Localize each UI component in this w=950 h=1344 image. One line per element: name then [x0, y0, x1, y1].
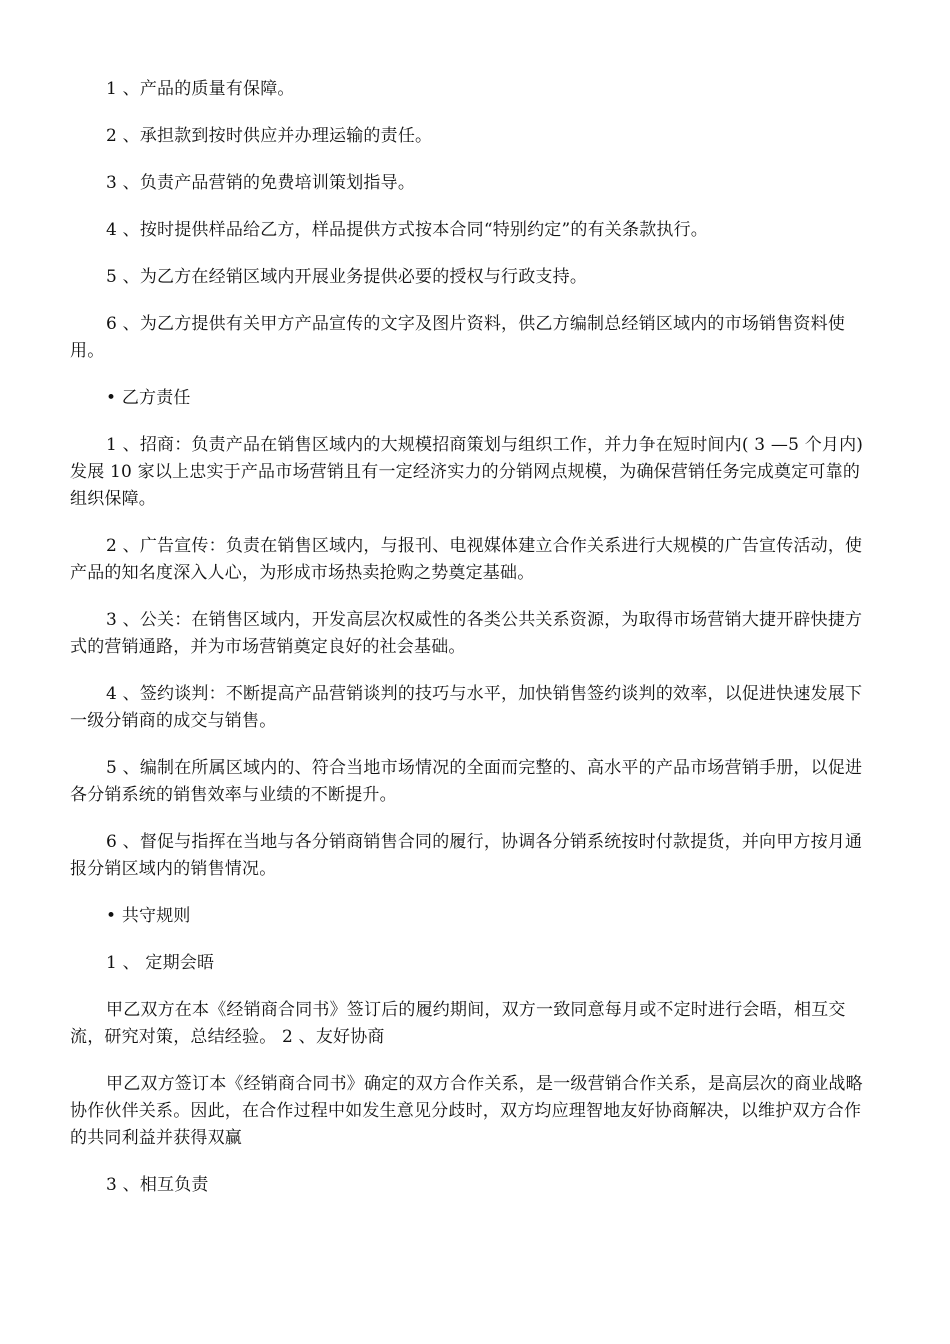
section-heading-party-b: • 乙方责任: [106, 388, 191, 408]
paragraph-party-a-duty-6: 6 、为乙方提供有关甲方产品宣传的文字及图片资料，供乙方编制总经销区域内的市场销售资料使用。: [70, 314, 846, 361]
paragraph-party-a-duty-3: 3 、负责产品营销的免费培训策划指导。: [106, 173, 416, 193]
paragraph-party-b-duty-6: 6 、督促与指挥在当地与各分销商销售合同的履行，协调各分销系统按时付款提货，并向甲方按月通报分销区域内的销售情况。: [70, 832, 863, 879]
paragraph-rule-1-title: 1 、 定期会晤: [106, 953, 215, 973]
paragraph-rule-1-body: 甲乙双方在本《经销商合同书》签订后的履约期间，双方一致同意每月或不定时进行会晤，相互交流，研究对策，总结经验。 2 、友好协商: [70, 1000, 846, 1047]
paragraph-party-a-duty-5: 5 、为乙方在经销区域内开展业务提供必要的授权与行政支持。: [106, 267, 588, 287]
paragraph-party-a-duty-1: 1 、产品的质量有保障。: [106, 79, 295, 99]
paragraph-party-b-duty-5: 5 、编制在所属区域内的、符合当地市场情况的全面而完整的、高水平的产品市场营销手册，以促进各分销系统的销售效率与业绩的不断提升。: [70, 758, 863, 805]
paragraph-rule-2-body: 甲乙双方签订本《经销商合同书》确定的双方合作关系，是一级营销合作关系，是高层次的商业战略协作伙伴关系。因此，在合作过程中如发生意见分歧时，双方均应理智地友好协商解决，以维护双方合作的共同利益并获得双赢: [70, 1074, 863, 1148]
paragraph-party-a-duty-4: 4 、按时提供样品给乙方，样品提供方式按本合同“特别约定”的有关条款执行。: [106, 220, 708, 240]
paragraph-party-b-duty-1: 1 、招商：负责产品在销售区域内的大规模招商策划与组织工作，并力争在短时间内( 3 —5 个月内)发展 10 家以上忠实于产品市场营销且有一定经济实力的分销网点规模，为确保营销任务完成奠定可靠的组织保障。: [70, 435, 864, 509]
paragraph-party-b-duty-2: 2 、广告宣传：负责在销售区域内，与报刊、电视媒体建立合作关系进行大规模的广告宣传活动，使产品的知名度深入人心，为形成市场热卖抢购之势奠定基础。: [70, 536, 863, 583]
section-heading-shared-rules: • 共守规则: [106, 906, 191, 926]
paragraph-party-b-duty-4: 4 、签约谈判：不断提高产品营销谈判的技巧与水平，加快销售签约谈判的效率，以促进快速发展下一级分销商的成交与销售。: [70, 684, 863, 731]
paragraph-party-b-duty-3: 3 、公关：在销售区域内，开发高层次权威性的各类公共关系资源，为取得市场营销大捷开辟快捷方式的营销通路，并为市场营销奠定良好的社会基础。: [70, 610, 863, 657]
paragraph-party-a-duty-2: 2 、承担款到按时供应并办理运输的责任。: [106, 126, 433, 146]
paragraph-rule-3-title: 3 、相互负责: [106, 1175, 209, 1195]
